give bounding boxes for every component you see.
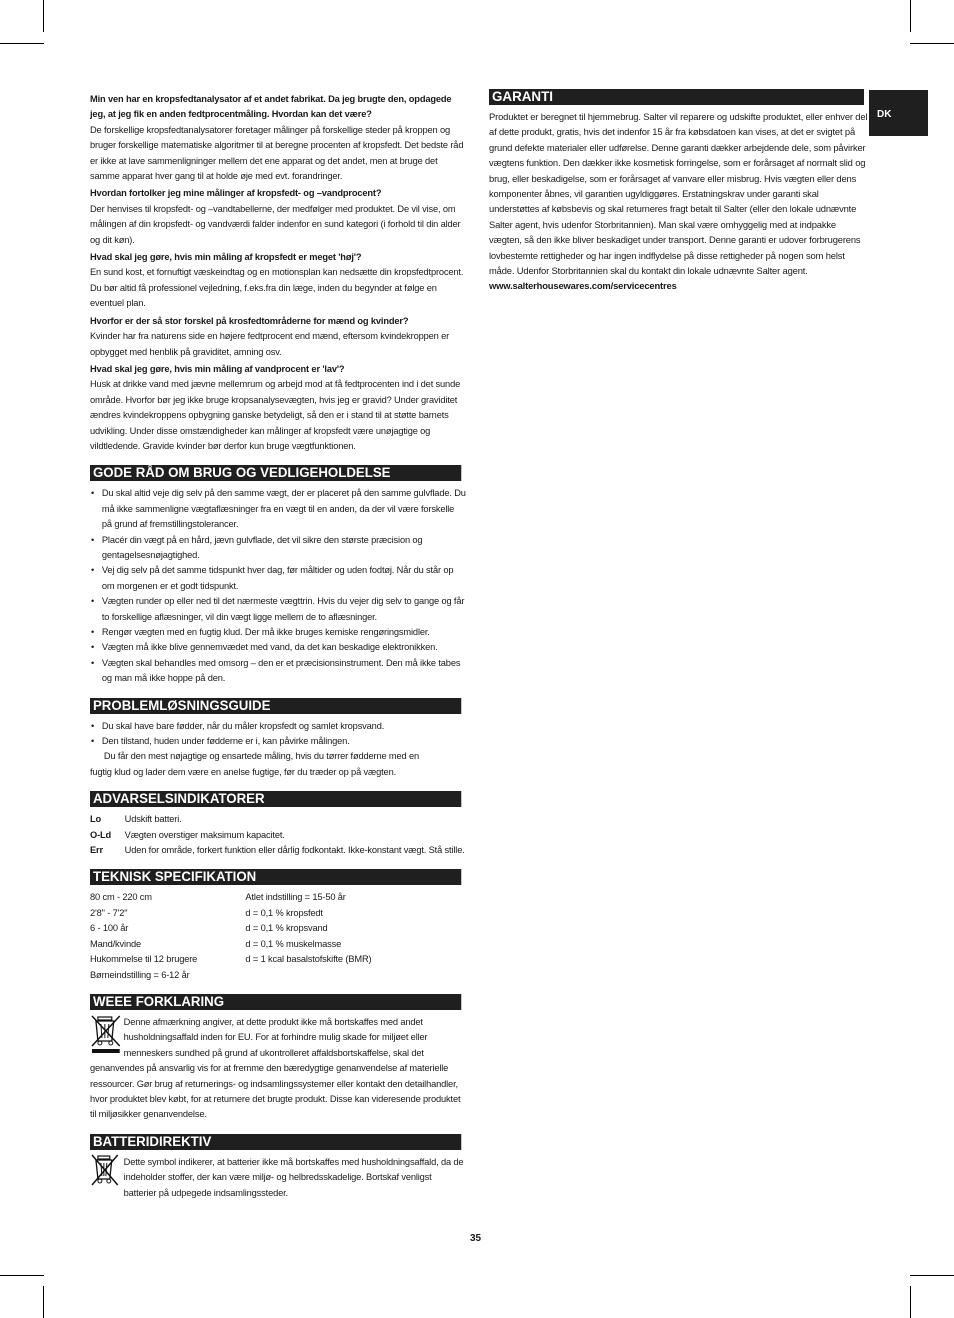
left-column xyxy=(90,89,466,1200)
spec-value: d = 1 kcal basalstofskifte (BMR) xyxy=(245,953,372,965)
warranty-text: Produktet er beregnet til hjemmebrug. Salter vil reparere og udskifte produktet, eller enhver del af dette produkt, gratis, hvis det indenfor 15 år fra købsdatoen kan vises, at det er svigtet på grund defekte materialer eller udførelse. Denne garanti dækker arbejdende dele, som påvirker vægtens funktion. Den dækker ikke kosmetisk forringelse, som er forårsaget af normalt slid og brug, eller beskadigelse, som er forårsaget af vanvare eller misbrug. Hvis vægten eller dens komponenter åbnes, vil garantien ugyldiggøres. Erstatningskrav under garanti skal understøttes af købsbevis og skal returneres fragt betalt til Salter (eller den lokale udnævnte Salter agent, hvis udenfor Storbritannien). Man skal være omhyggelig med at indpakke vægten, så den ikke bliver beskadiget under transport. Denne garanti er udover forbrugerens lovbestemte rettigheder og har ingen indflydelse på disse rettigheder på nogen som helst måde. Udenfor Storbritannien skal du kontakt din lokale udnævnte Salter agent. xyxy=(489,111,868,277)
warning-text: Uden for område, forkert funktion eller dårlig fodkontakt. Ikke-konstant vægt. Stå stille. xyxy=(124,844,465,856)
list-item: • Rengør vægten med en fugtig klud. Der må ikke bruges kemiske rengøringsmidler. xyxy=(90,624,466,639)
list-item: • Vægten må ikke blive gennemvædet med vand, da det kan beskadige elektronikken. xyxy=(90,639,466,654)
warranty-heading: GARANTI xyxy=(489,89,864,105)
language-tab: DK xyxy=(869,90,928,136)
faq-answer: Kvinder har fra naturens side en højere fedtprocent end mænd, eftersom kvindekroppen er opbygget med henblik på graviditet, amning osv. xyxy=(90,330,450,357)
spec-value: d = 0,1 % kropsfedt xyxy=(245,906,323,918)
warning-code: Err xyxy=(90,844,103,856)
crop-mark xyxy=(43,1286,44,1318)
crop-mark xyxy=(910,0,911,32)
list-item: • Du skal altid veje dig selv på den samme vægt, der er placeret på den samme gulvflade. Du må ikke sammenligne vægtaflæsninger fra en vægt til en anden, da der vil være forskelle på grund af fremstillingstolerancer. xyxy=(90,485,466,531)
warnings-heading: ADVARSELSINDIKATORER xyxy=(90,791,461,807)
weee-text: Denne afmærkning angiver, at dette produkt ikke må bortskaffes med andet husholdningsaffald inden for EU. For at forhindre mulig skade for miljøet eller menneskers sundhed på grund af ukontrolleret affaldsbortskaffelse, skal det genanvendes på ansvarlig vis for at fremme den bæredygtige genanvendelse af materielle ressourcer. Gør brug af returnerings- og indsamlingssystemer eller kontakt den detailhandler, hvor produktet blev købt, for at returnere det brugte produkt. Disse kan videresende produktet til miljøsikker genanvendelse. xyxy=(90,1015,461,1120)
crop-mark xyxy=(0,43,44,44)
battery-text: Dette symbol indikerer, at batterier ikke må bortskaffes med husholdningsaffald, da de indeholder stoffer, der kan være miljø- og helbredsskadelige. Bortskaf venligst batterier på udpegede indsamlingssteder. xyxy=(123,1155,464,1198)
battery-heading: BATTERIDIREKTIV xyxy=(90,1134,461,1150)
faq-question: Hvad skal jeg gøre, hvis min måling af kropsfedt er meget 'høj'? xyxy=(90,251,362,263)
list-item: • Du skal have bare fødder, når du måler kropsfedt og samlet kropsvand. xyxy=(90,718,466,733)
spec-value: 2'8" - 7'2" xyxy=(90,906,128,918)
faq-question: Hvad skal jeg gøre, hvis min måling af vandprocent er 'lav'? xyxy=(90,362,345,374)
trouble-note: fugtig klud og lader dem være en anelse fugtige, før du træder op på vægten. xyxy=(90,765,397,777)
trouble-heading: PROBLEMLØSNINGSGUIDE xyxy=(90,698,461,714)
spec-value: d = 0,1 % kropsvand xyxy=(245,922,328,934)
trouble-note: Du får den mest nøjagtige og ensartede måling, hvis du tørrer fødderne med en xyxy=(103,750,419,762)
faq-question: Hvordan fortolker jeg mine målinger af kropsfedt- og –vandprocent? xyxy=(90,187,382,199)
warning-code: Lo xyxy=(90,813,102,825)
list-item: • Vej dig selv på det samme tidspunkt hver dag, før måltider og uden fodtøj. Når du står op om morgenen er et godt tidspunkt. xyxy=(90,562,466,593)
spec-value: Atlet indstilling = 15-50 år xyxy=(245,891,346,903)
battery-body xyxy=(90,1154,466,1200)
faq-section xyxy=(90,91,466,453)
trouble-list xyxy=(90,718,466,749)
spec-value: d = 0,1 % muskelmasse xyxy=(245,937,342,949)
crop-mark xyxy=(910,1286,911,1318)
right-column xyxy=(489,89,869,294)
spec-column xyxy=(245,889,371,981)
spec-value: 6 - 100 år xyxy=(90,922,129,934)
faq-question: Hvorfor er der så stor forskel på krosfedtområderne for mænd og kvinder? xyxy=(90,314,409,326)
faq-answer: Husk at drikke vand med jævne mellemrum og arbejd mod at få fedtprocenten ind i det sunde område. Hvorfor bør jeg ikke bruge kropsanalysevægten, hvis jeg er gravid? Under graviditet ændres kvindekroppens opbygning ganske betydeligt, så den er i stand til at støtte barnets udvikling. Under disse omstændigheder kan målinger af kropsfedt være unøjagtige og vildtledende. Gravide kvinder bør derfor kun bruge vægtfunktionen. xyxy=(90,378,461,451)
table-row xyxy=(90,827,465,842)
weee-body xyxy=(90,1014,466,1122)
faq-question: Min ven har en kropsfedtanalysator af et andet fabrikat. Da jeg brugte den, opdagede jeg, at jeg fik en anden fedtprocentmåling. Hvordan kan det være? xyxy=(90,93,452,120)
table-row xyxy=(90,842,465,857)
warning-code: O-Ld xyxy=(90,828,112,840)
faq-answer: En sund kost, et fornuftigt væskeindtag og en motionsplan kan nedsætte din kropsfedtprocent. Du bør altid få professionel vejledning, f.eks.fra din læge, inden du begynder at følge en eventuel plan. xyxy=(90,266,464,309)
list-item: • Den tilstand, huden under fødderne er i, kan påvirke målingen. xyxy=(90,733,466,748)
warnings-table xyxy=(90,811,465,857)
list-item: • Vægten skal behandles med omsorg – den er et præcisionsinstrument. Den må ikke tabes og man må ikke hoppe på den. xyxy=(90,655,466,686)
page-number: 35 xyxy=(470,1233,482,1244)
crossed-bin-icon xyxy=(90,1154,122,1186)
crop-mark xyxy=(910,1275,954,1276)
spec-value: 80 cm - 220 cm xyxy=(90,891,152,903)
spec-heading: TEKNISK SPECIFIKATION xyxy=(90,869,461,885)
list-item: • Placér din vægt på en hård, jævn gulvflade, det vil sikre den største præcision og gentagelsesnøjagtighed. xyxy=(90,532,466,563)
table-row xyxy=(90,811,465,826)
spec-column xyxy=(90,889,245,981)
crossed-bin-icon xyxy=(90,1014,122,1054)
warning-text: Udskift batteri. xyxy=(124,813,182,825)
faq-answer: De forskellige kropsfedtanalysatorer foretager målinger på forskellige steder på kroppen og bruger forskellige matematiske algoritmer til at beregne procenten af kropsfedt. Det bedste råd er ikke at lave sammenligninger mellem det ene apparat og det andet, men at bruge det samme apparat hver gang til at holde øje med evt. forandringer. xyxy=(90,123,464,182)
crop-mark xyxy=(0,1275,44,1276)
service-centres-link[interactable]: www.salterhousewares.com/servicecentres xyxy=(489,280,677,292)
tips-list xyxy=(90,485,466,685)
faq-answer: Der henvises til kropsfedt- og –vandtabellerne, der medfølger med produktet. De vil vise, om målingen af din kropsfedt- og vandværdi falder indenfor en sund kategori (i forhold til din alder og dit køn). xyxy=(90,202,461,245)
list-item: • Vægten runder op eller ned til det nærmeste vægttrin. Hvis du vejer dig selv to gange og får to forskellige aflæsninger, vil din vægt ligge mellem de to aflæsninger. xyxy=(90,593,466,624)
warning-text: Vægten overstiger maksimum kapacitet. xyxy=(124,828,285,840)
spec-value: Børneindstilling = 6-12 år xyxy=(90,968,190,980)
spec-value: Mand/kvinde xyxy=(90,937,142,949)
crop-mark xyxy=(910,43,954,44)
tips-heading: GODE RÅD OM BRUG OG VEDLIGEHOLDELSE xyxy=(90,465,461,481)
spec-table xyxy=(90,889,466,981)
spec-value: Hukommelse til 12 brugere xyxy=(90,953,198,965)
weee-heading: WEEE FORKLARING xyxy=(90,994,461,1010)
crop-mark xyxy=(43,0,44,32)
